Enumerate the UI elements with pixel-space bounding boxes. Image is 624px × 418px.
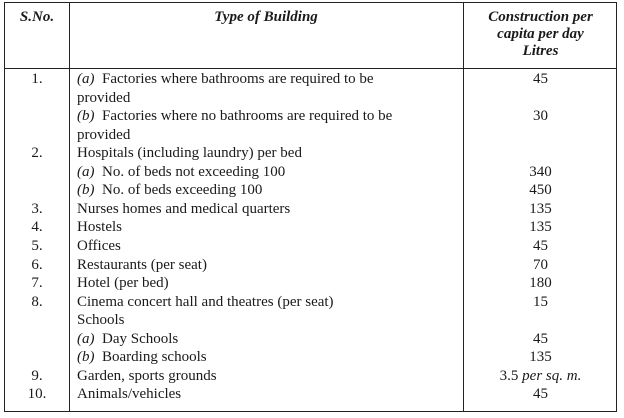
table-row [5,330,616,349]
row-description: Boarding schools [102,349,207,366]
row-sno: 9. [31,367,43,384]
table-row [5,70,616,89]
row-building-type [77,274,169,293]
header-type-of-building: Type of Building [214,9,318,25]
row-description: Nurses homes and medical quarters [77,200,291,217]
row-building-type [77,107,392,126]
row-consumption [463,274,618,293]
row-building-type [77,200,290,219]
row-description: Schools [77,312,125,329]
table-row [5,348,616,367]
row-consumption [463,237,618,256]
table-row [5,107,616,126]
header-consumption-line1: Construction per [488,9,593,25]
row-sub-label: (a) [77,330,95,347]
row-building-type [77,144,302,163]
header-consumption-line3: Litres [522,43,559,59]
row-consumption [463,293,618,312]
table-row [5,385,616,404]
row-consumption [463,367,618,386]
row-building-type [77,218,122,237]
row-description: No. of beds not exceeding 100 [102,163,286,180]
row-sno: 8. [31,293,43,310]
row-sno: 3. [31,200,43,217]
row-sno: 6. [31,256,43,273]
row-description: Hospitals (including laundry) per bed [77,145,302,162]
row-consumption-value: 135 [529,200,552,217]
table-row [5,200,616,219]
table-row [5,163,616,182]
row-consumption-value: 45 [533,330,548,347]
table-row [5,367,616,386]
row-sno: 1. [31,71,43,87]
row-building-type [77,293,334,312]
row-consumption-unit: per sq. m. [522,367,582,384]
row-description: Offices [77,237,121,254]
row-building-type [77,126,130,145]
row-consumption-value: 15 [533,293,548,310]
row-description: provided [77,89,131,106]
row-consumption [463,181,618,200]
row-building-type [77,367,217,386]
row-description: Restaurants (per seat) [77,256,207,273]
row-building-type [77,163,285,182]
row-sno: 10. [27,386,47,403]
row-consumption [463,107,618,126]
row-sub-label: (a) [77,163,95,180]
row-description: Hostels [77,219,122,236]
row-consumption-value: 45 [533,386,548,403]
row-description: Cinema concert hall and theatres (per seat) [77,293,334,310]
table-row [5,126,616,145]
row-description: provided [77,126,131,143]
header-consumption [463,9,618,60]
row-consumption-value: 70 [533,256,548,273]
table-row [5,256,616,275]
row-consumption [463,218,618,237]
row-consumption [463,70,618,89]
row-building-type [77,70,374,89]
row-building-type [77,89,130,108]
row-description: Animals/vehicles [77,386,182,403]
header-divider [5,68,616,69]
row-consumption-value: 30 [533,108,548,125]
row-building-type [77,237,121,256]
row-consumption [463,330,618,349]
row-building-type [77,256,207,275]
row-consumption-value: 180 [529,275,552,292]
table-row [5,89,616,108]
row-consumption-value: 45 [533,237,548,254]
row-consumption [463,163,618,182]
table-row [5,293,616,312]
table-row [5,144,616,163]
header-consumption-line2: capita per day [497,26,584,42]
row-sub-label: (b) [77,349,95,366]
row-consumption [463,200,618,219]
row-sub-label: (a) [77,71,95,87]
row-consumption [463,256,618,275]
row-description: Day Schools [102,330,179,347]
row-consumption-value: 135 [529,349,552,366]
table-row [5,311,616,330]
row-consumption-value: 3.5 [499,367,519,384]
row-consumption-value: 340 [529,163,552,180]
water-demand-table [4,2,617,412]
row-sno: 7. [31,275,43,292]
row-description: Garden, sports grounds [77,367,217,384]
row-description: Hotel (per bed) [77,275,169,292]
row-consumption-value: 450 [529,182,552,199]
row-building-type [77,181,262,200]
row-building-type [77,348,207,367]
row-consumption-value: 45 [533,71,548,87]
row-sno: 4. [31,219,43,236]
row-sno: 2. [31,145,43,162]
row-description: No. of beds exceeding 100 [102,182,263,199]
row-consumption-value: 135 [529,219,552,236]
table-row [5,274,616,293]
row-building-type [77,311,125,330]
row-description: Factories where bathrooms are required to be [102,71,374,87]
row-sno: 5. [31,237,43,254]
row-building-type [77,385,181,404]
table-row [5,237,616,256]
row-description: Factories where no bathrooms are required to be [102,108,393,125]
row-consumption [463,385,618,404]
table-row [5,181,616,200]
row-consumption [463,348,618,367]
row-sub-label: (b) [77,108,95,125]
table-row [5,218,616,237]
row-sub-label: (b) [77,182,95,199]
header-sno: S.No. [19,9,55,25]
row-building-type [77,330,178,349]
